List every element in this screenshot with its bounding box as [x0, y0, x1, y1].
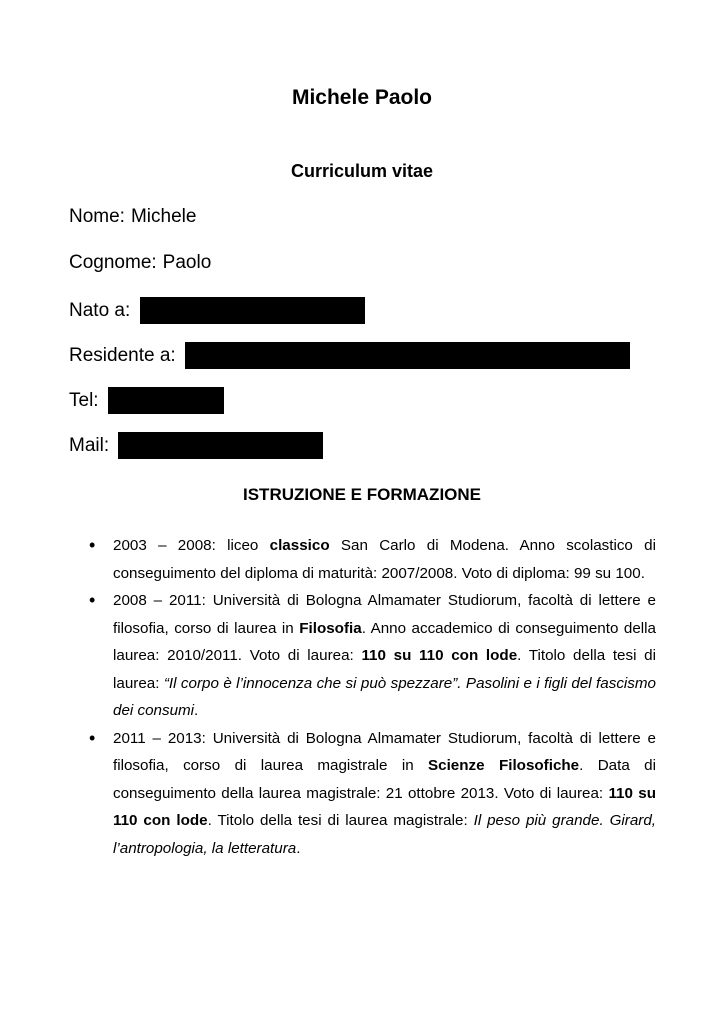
residente-label: Residente a: [69, 344, 176, 366]
cognome-value: Paolo [162, 252, 212, 273]
list-item: • 2003 – 2008: liceo classico San Carlo di Modena. Anno scolastico di conseguimento del diploma di maturità: 2007/2008. Voto di diploma: 99 su 100. [86, 532, 656, 587]
redaction-bar-residente [185, 342, 630, 369]
mail-label: Mail: [69, 434, 110, 456]
document-subtitle: Curriculum vitae [290, 161, 434, 181]
redaction-bar-mail [118, 432, 323, 459]
field-residente [69, 342, 630, 369]
field-nome [69, 206, 196, 228]
page-title: Michele Paolo [291, 86, 433, 109]
list-item: • 2008 – 2011: Università di Bologna Almamater Studiorum, facoltà di lettere e filosofia, corso di laurea in Filosofia. Anno accademico di conseguimento della laurea: 2010/2011. Voto di laurea: 110 su 110 con lode. Titolo della tesi di laurea: “Il corpo è l’innocenza che si può spezzare”. Pasolini e i figli del fascismo dei consumi. [86, 587, 656, 725]
section-title-education: ISTRUZIONE E FORMAZIONE [243, 485, 481, 504]
tel-label: Tel: [69, 389, 99, 411]
field-nato [69, 297, 365, 324]
cognome-label: Cognome: [69, 252, 157, 273]
nome-label: Nome: [69, 206, 125, 227]
field-cognome [69, 252, 211, 274]
redaction-bar-tel [108, 387, 224, 414]
list-item: • 2011 – 2013: Università di Bologna Almamater Studiorum, facoltà di lettere e filosofia, corso di laurea magistrale in Scienze Filosofiche. Data di conseguimento della laurea magistrale: 21 ottobre 2013. Voto di laurea: 110 su 110 con lode. Titolo della tesi di laurea magistrale: Il peso più grande. Girard, l’antropologia, la letteratura. [86, 725, 656, 863]
nato-label: Nato a: [69, 299, 131, 321]
field-mail [69, 432, 323, 459]
education-list [86, 532, 656, 862]
redaction-bar-nato [140, 297, 365, 324]
nome-value: Michele [130, 206, 197, 227]
field-tel [69, 387, 224, 414]
